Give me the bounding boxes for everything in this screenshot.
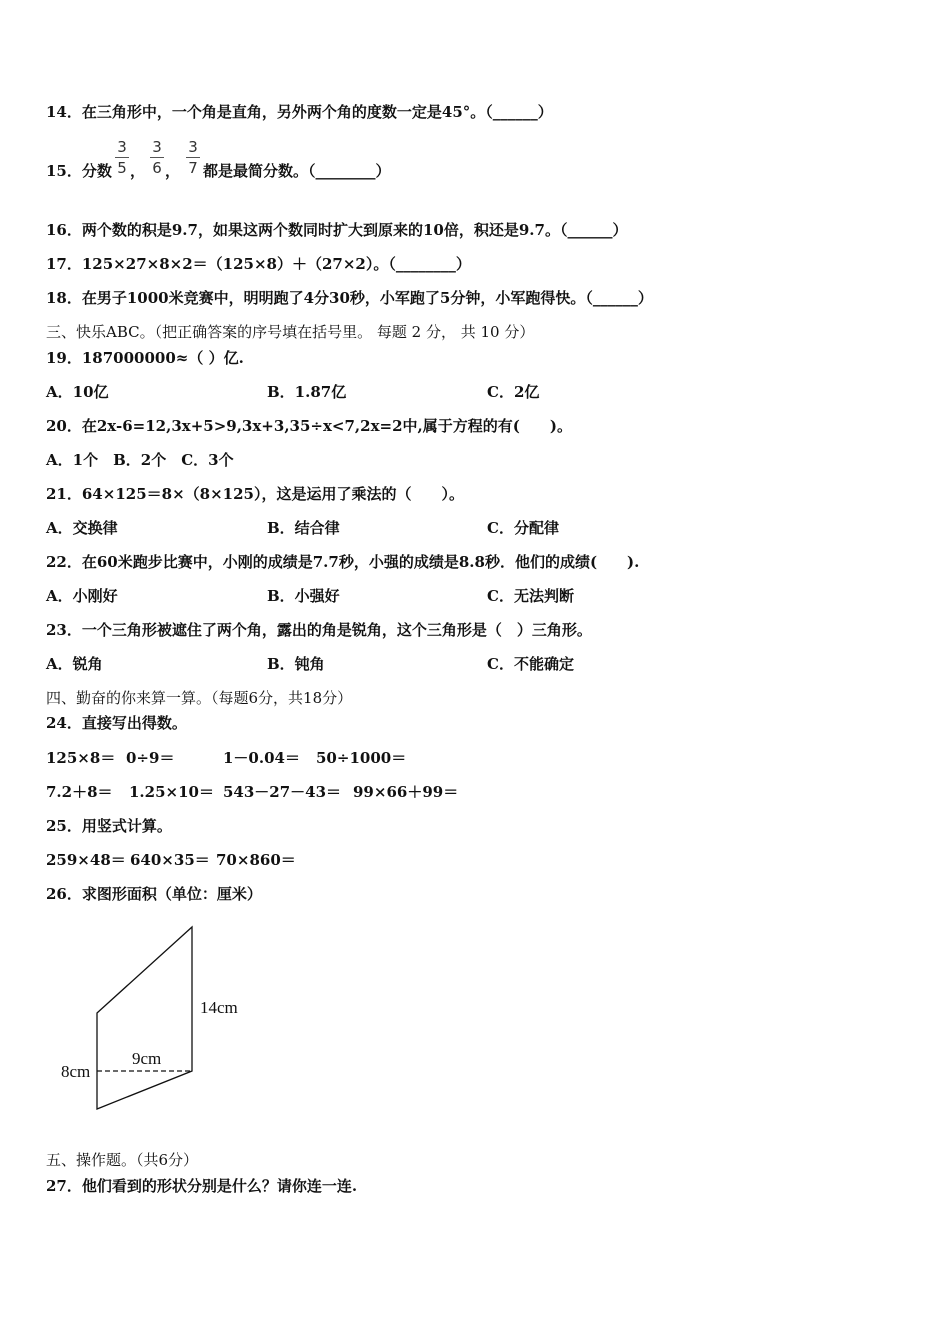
- label-left-side: 8cm: [61, 1062, 91, 1081]
- vertical-calc-item: 70×860＝: [216, 851, 296, 869]
- fraction-denominator: 5: [117, 159, 127, 177]
- fraction: [186, 138, 200, 177]
- q20-options: A．1个 B．2个 C．3个: [46, 451, 234, 469]
- q23-option-a: A．锐角: [46, 655, 103, 673]
- vertical-calc-item: 640×35＝: [130, 851, 210, 869]
- question-27: 27．他们看到的形状分别是什么？请你连一连.: [46, 1177, 358, 1195]
- section-3-heading: 三、快乐ABC。（把正确答案的序号填在括号里。 每题 2 分， 共 10 分）: [46, 323, 535, 341]
- question-16: 16．两个数的积是9.7，如果这两个数同时扩大到原来的10倍，积还是9.7。（______）: [46, 221, 628, 239]
- q23-option-c: C．不能确定: [487, 655, 574, 673]
- fraction: [115, 138, 129, 177]
- q23-option-b: B．钝角: [267, 655, 325, 673]
- question-25: 25．用竖式计算。: [46, 817, 172, 835]
- fraction-numerator: 3: [152, 138, 162, 156]
- calc-item: 50÷1000＝: [316, 749, 407, 767]
- section-5-heading: 五、操作题。（共6分）: [46, 1151, 199, 1169]
- trapezoid-outline: [97, 927, 192, 1109]
- question-14: 14．在三角形中，一个角是直角，另外两个角的度数一定是45°。（______）: [46, 103, 553, 121]
- question-17: 17．125×27×8×2＝（125×8）＋（27×2）。（________）: [46, 255, 471, 273]
- fraction-numerator: 3: [117, 138, 127, 156]
- calc-item: 543－27－43＝: [223, 783, 342, 801]
- question-19: 19．187000000≈（ ）亿.: [46, 349, 244, 367]
- section-4-heading: 四、勤奋的你来算一算。（每题6分，共18分）: [46, 689, 353, 707]
- fraction-numerator: 3: [188, 138, 198, 156]
- fraction: [150, 138, 164, 177]
- fraction-denominator: 6: [152, 159, 162, 177]
- fraction-separator: ，: [130, 162, 146, 180]
- trapezoid-figure: [0, 915, 300, 1125]
- question-26: 26．求图形面积（单位：厘米）: [46, 885, 262, 903]
- calc-item: 1－0.04＝: [223, 749, 300, 767]
- q22-option-c: C．无法判断: [487, 587, 574, 605]
- calc-item: 125×8＝: [46, 749, 116, 767]
- q19-option-c: C．2亿: [487, 383, 540, 401]
- label-right-side: 14cm: [200, 998, 238, 1017]
- calc-item: 1.25×10＝: [129, 783, 214, 801]
- fraction-separator: ，: [165, 162, 181, 180]
- question-20: 20．在2x-6=12,3x+5>9,3x+3,35÷x<7,2x=2中,属于方程的有( )。: [46, 417, 572, 435]
- calc-item: 0÷9＝: [126, 749, 175, 767]
- q19-option-b: B．1.87亿: [267, 383, 347, 401]
- q19-option-a: A．10亿: [46, 383, 109, 401]
- q22-option-b: B．小强好: [267, 587, 340, 605]
- q15-prefix: 15．分数: [46, 162, 112, 180]
- question-22: 22．在60米跑步比赛中，小刚的成绩是7.7秒，小强的成绩是8.8秒．他们的成绩( ).: [46, 553, 640, 571]
- question-21: 21．64×125＝8×（8×125），这是运用了乘法的（ ）。: [46, 485, 464, 503]
- question-24: 24．直接写出得数。: [46, 714, 187, 732]
- calc-item: 7.2＋8＝: [46, 783, 113, 801]
- q21-option-a: A．交换律: [46, 519, 118, 537]
- q22-option-a: A．小刚好: [46, 587, 118, 605]
- q15-suffix: 都是最简分数。（________）: [203, 162, 391, 180]
- q21-option-c: C．分配律: [487, 519, 559, 537]
- calc-item: 99×66＋99＝: [353, 783, 459, 801]
- question-23: 23．一个三角形被遮住了两个角，露出的角是锐角，这个三角形是（ ）三角形。: [46, 621, 592, 639]
- label-height: 9cm: [132, 1049, 162, 1068]
- vertical-calc-item: 259×48＝: [46, 851, 126, 869]
- q21-option-b: B．结合律: [267, 519, 340, 537]
- fraction-denominator: 7: [188, 159, 198, 177]
- question-18: 18．在男子1000米竞赛中，明明跑了4分30秒，小军跑了5分钟，小军跑得快。（______）: [46, 289, 653, 307]
